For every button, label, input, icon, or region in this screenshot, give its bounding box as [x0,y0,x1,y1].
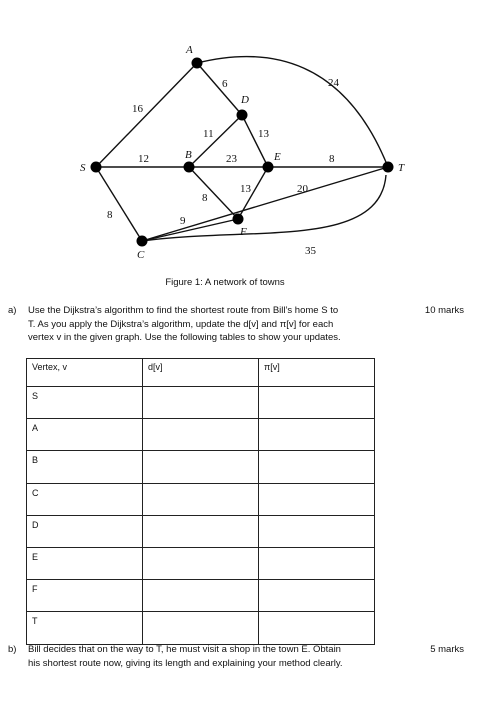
predecessor-cell[interactable] [259,612,375,644]
vertex-cell: T [27,612,143,644]
node-f [233,214,244,225]
predecessor-cell[interactable] [259,451,375,483]
figure-caption: Figure 1: A network of towns [165,277,285,288]
distance-cell[interactable] [143,547,259,579]
question-a-text [28,304,380,345]
weight-c-t-20: 20 [297,183,308,195]
distance-cell[interactable] [143,387,259,419]
table-row [27,387,375,419]
predecessor-cell[interactable] [259,419,375,451]
weight-d-e: 13 [258,128,269,140]
edge-c-f [142,219,238,241]
question-a-line-2: T. As you apply the Dijkstra’s algorithm, update the d[v] and π[v] for each [28,318,334,330]
question-b-text [28,643,380,670]
table-row [27,547,375,579]
node-label-a: A [186,44,193,56]
weight-s-b: 12 [138,153,149,165]
node-t [383,162,394,173]
node-label-c: C [137,249,145,261]
node-e [263,162,274,173]
weight-b-f: 8 [202,192,208,204]
weight-e-f: 13 [240,183,251,195]
edge-b-f [189,167,238,219]
edge-s-a [96,63,197,167]
weight-a-t: 24 [328,77,339,89]
node-label-s: S [80,162,86,174]
predecessor-cell[interactable] [259,547,375,579]
header-distance: d[v] [143,359,259,387]
table-row [27,580,375,612]
table-row [27,515,375,547]
predecessor-cell[interactable] [259,387,375,419]
edge-c-t-35 [142,175,386,241]
distance-cell[interactable] [143,612,259,644]
predecessor-cell[interactable] [259,483,375,515]
table-row [27,451,375,483]
network-graph [0,0,502,275]
node-label-e: E [274,151,281,163]
node-labels [80,44,405,261]
predecessor-cell[interactable] [259,580,375,612]
weight-c-f: 9 [180,215,186,227]
question-b-line-1: Bill decides that on the way to T, he must visit a shop in the town E. Obtain [28,644,341,655]
vertex-cell: A [27,419,143,451]
node-label-d: D [241,94,249,106]
distance-cell[interactable] [143,419,259,451]
node-label-b: B [185,149,192,161]
predecessor-cell[interactable] [259,515,375,547]
question-a-line-3: vertex v in the given graph. Use the following tables to show your updates. [28,332,341,343]
distance-cell[interactable] [143,580,259,612]
vertex-cell: S [27,387,143,419]
table-row [27,483,375,515]
table-row [27,612,375,644]
question-a [0,304,502,349]
edge-a-t [197,57,388,167]
distance-cell[interactable] [143,483,259,515]
vertex-cell: C [27,483,143,515]
vertex-cell: F [27,580,143,612]
node-label-t: T [398,162,405,174]
question-b [0,643,502,673]
table-row [27,419,375,451]
vertex-cell: D [27,515,143,547]
question-a-marks: 10 marks [424,305,464,316]
node-c [137,236,148,247]
question-b-marks: 5 marks [430,644,464,655]
weight-d-b: 11 [203,128,214,140]
distance-cell[interactable] [143,451,259,483]
header-predecessor: π[v] [259,359,375,387]
header-vertex: Vertex, v [27,359,143,387]
edge-c-t-20 [142,167,388,241]
question-a-line-1: Use the Dijkstra’s algorithm to find the shortest route from Bill’s home S to [28,305,339,316]
graph-edges [96,57,388,241]
node-label-f: F [240,226,247,238]
question-b-line-2: his shortest route now, giving its length and explaining your method clearly. [28,657,343,669]
edge-d-e [242,115,268,167]
weight-s-c: 8 [107,209,113,221]
table-header-row [27,359,375,387]
weight-a-d: 6 [222,78,228,90]
dijkstra-table [26,358,375,645]
node-d [237,110,248,121]
weight-b-e: 23 [226,153,237,165]
weight-s-a: 16 [132,103,143,115]
vertex-cell: E [27,547,143,579]
edge-a-d [197,63,242,115]
node-b [184,162,195,173]
weight-e-t: 8 [329,153,335,165]
node-s [91,162,102,173]
question-b-letter: b) [8,644,17,655]
weight-c-t-35: 35 [305,245,316,257]
graph-nodes [91,58,394,247]
question-a-letter: a) [8,305,17,316]
distance-cell[interactable] [143,515,259,547]
vertex-cell: B [27,451,143,483]
node-a [192,58,203,69]
edge-s-c [96,167,142,241]
